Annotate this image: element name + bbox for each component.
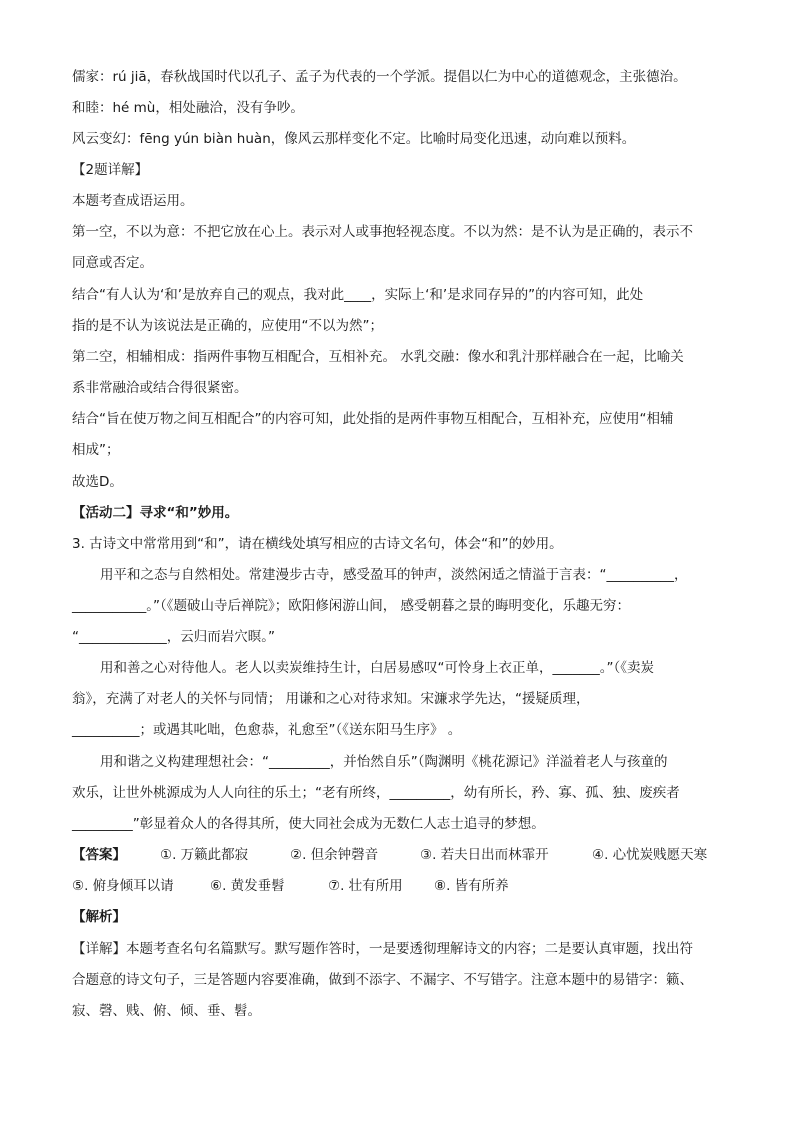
text-line: 翁》，充满了对老人的关怀与同情； 用谦和之心对待求知。宋濂求学先达，“援疑质理， [72,691,590,707]
text-line: 结合“旨在使万物之间互相配合”的内容可知，此处指的是两件事物互相配合，互相补充，应使用“相辅 [72,411,674,427]
analysis-heading: 【解析】 [72,909,126,925]
answer-item: ④. 心忧炭贱愿天寒 [592,847,708,863]
answer-item: ⑤. 俯身倾耳以请 [72,878,174,894]
text-line: ___________。”（《题破山寺后禅院》；欧阳修闲游山间， 感受朝暮之景的晦明变化，乐趣无穷： [72,598,631,614]
text-line: 第一空，不以为意：不把它放在心上。表示对人或事抱轻视态度。不以为然：是不认为是正确的，表示不 [72,224,693,240]
text-line: 结合“有人认为‘和’是放弃自己的观点，我对此____，实际上‘和’是求同存异的”的内容可知，此处 [72,287,644,303]
text-line: 用平和之态与自然相处。常建漫步古寺，感受盈耳的钟声，淡然闲适之情溢于言表：“__________， [100,567,688,583]
text-line: 寂、磬、贱、俯、倾、垂、髫。 [72,1003,261,1019]
answer-label: 【答案】 [72,847,126,863]
text-line: 本题考查成语运用。 [72,193,194,209]
answer-item: ⑦. 壮有所用 [328,878,403,894]
answer-item: ⑧. 皆有所养 [434,878,509,894]
text-line: 同意或否定。 [72,255,153,271]
activity-heading: 【活动二】寻求“和”妙用。 [72,505,239,521]
text-line: 儒家：rú jiā，春秋战国时代以孔子、孟子为代表的一个学派。提倡以仁为中心的道德观念，主张德治。 [72,69,687,85]
answer-item: ①. 万籁此都寂 [160,847,249,863]
text-line: 用和善之心对待他人。老人以卖炭维持生计，白居易感叹“可怜身上衣正单，_______。”（《卖炭 [100,660,654,676]
text-line: 第二空，相辅相成：指两件事物互相配合，互相补充。 水乳交融：像水和乳汁那样融合在一起，比喻关 [72,349,684,365]
answer-item: ⑥. 黄发垂髫 [210,878,285,894]
text-line: 合题意的诗文句子，三是答题内容要准确，做到不添字、不漏字、不写错字。注意本题中的易错字：籁、 [72,972,693,988]
text-line: 故选D。 [72,474,123,490]
text-line: “_____________，云归而岩穴暝。” [72,629,275,645]
text-line: 风云变幻：fēng yún biàn huàn，像风云那样变化不定。比喻时局变化迅速，动向难以预料。 [72,131,636,147]
text-line: 【详解】本题考查名句名篇默写。默写题作答时，一是要透彻理解诗文的内容；二是要认真审题，找出符 [72,941,693,957]
answer-item: ③. 若夫日出而林霏开 [420,847,549,863]
text-line: 指的是不认为该说法是正确的，应使用“不以为然”； [72,318,383,334]
answer-item: ②. 但余钟磬音 [290,847,379,863]
text-line: 相成”； [72,442,120,458]
text-line: 和睦：hé mù，相处融洽，没有争吵。 [72,100,304,116]
text-line: 用和谐之义构建理想社会：“_________，并怡然自乐”（陶渊明《桃花源记》洋溢着老人与孩童的 [100,754,668,770]
text-line: __________；或遇其叱咄，色愈恭，礼愈至”（《送东阳马生序》 。 [72,722,462,738]
text-line: 欢乐，让世外桃源成为人人向往的乐土；“老有所终，_________，幼有所长，矜、寡、孤、独、废疾者 [72,785,680,801]
section-heading: 【2题详解】 [72,162,149,178]
text-line: _________”彰显着众人的各得其所，使大同社会成为无数仁人志士追寻的梦想。 [72,816,545,832]
text-line: 系非常融洽或结合得很紧密。 [72,380,248,396]
question-stem: 3. 古诗文中常常用到“和”，请在横线处填写相应的古诗文名句，体会“和”的妙用。 [72,536,563,552]
